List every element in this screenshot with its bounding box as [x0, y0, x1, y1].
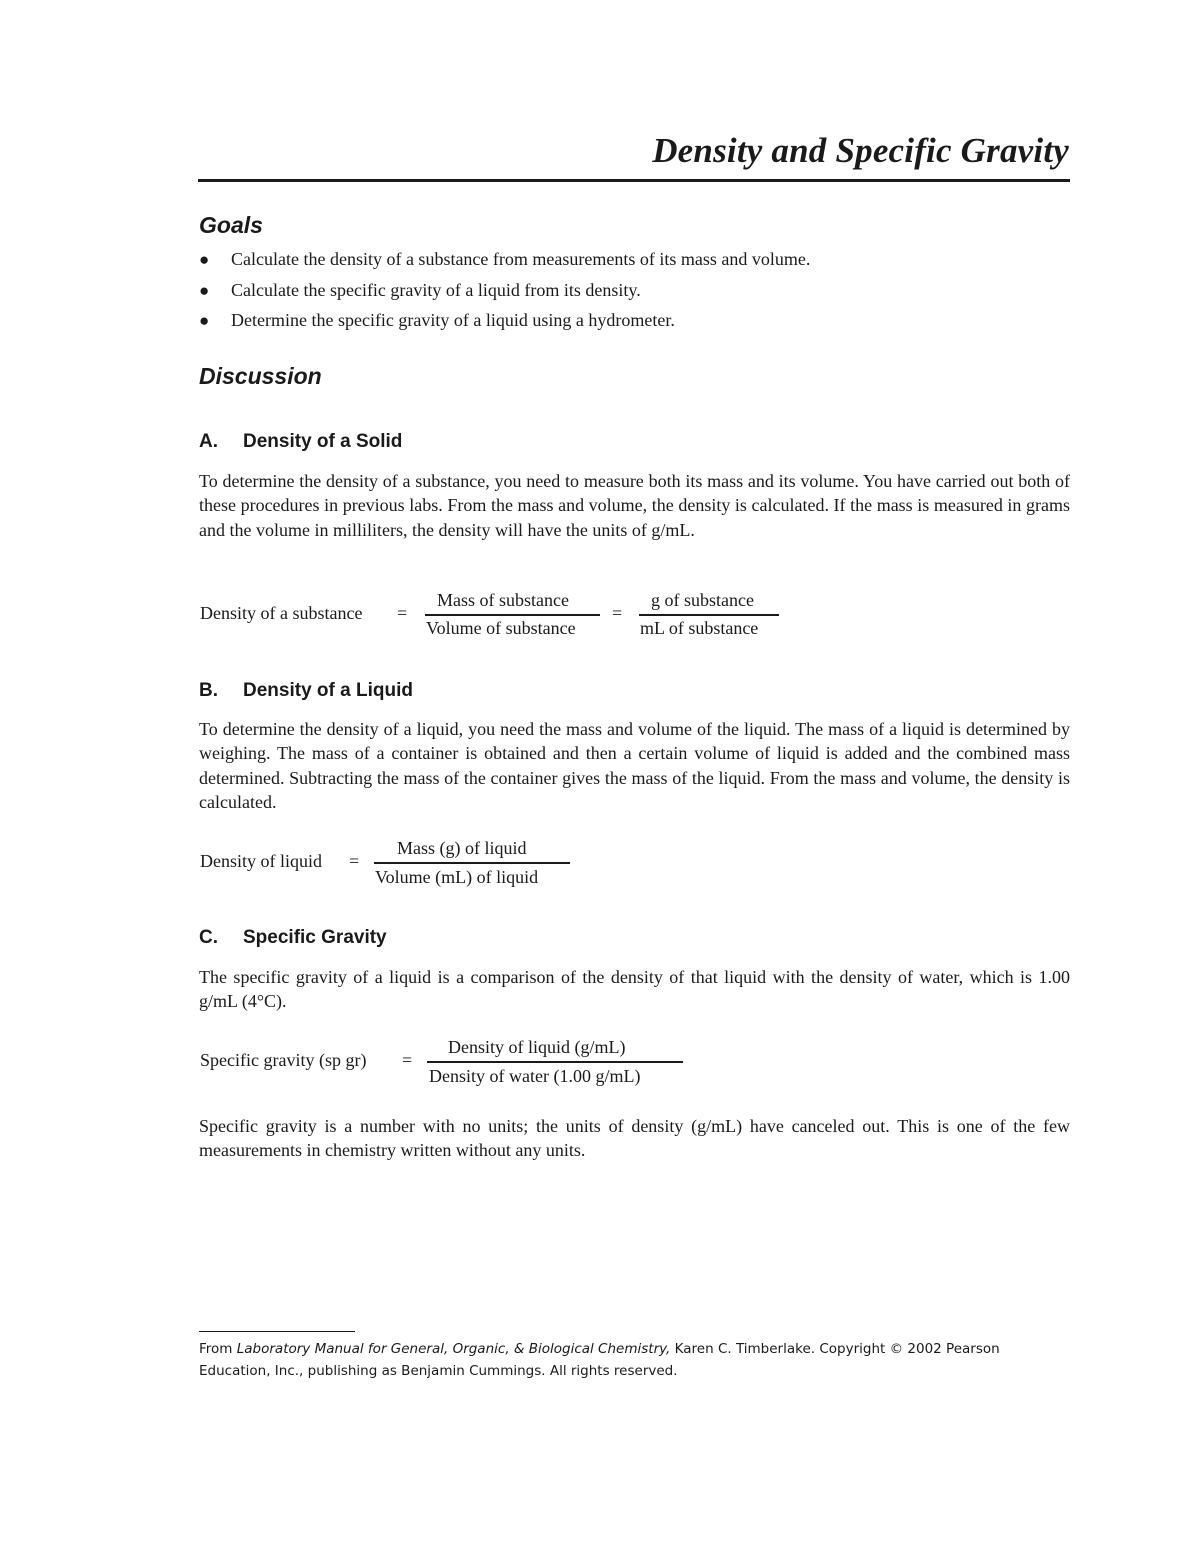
section-c-paragraph-after: Specific gravity is a number with no units; the units of density (g/mL) have canceled out. This is one of the few measurements in chemistry written without any units. — [199, 1116, 1070, 1161]
equation-density-substance — [199, 588, 799, 644]
footnote: From Laboratory Manual for General, Organic, & Biological Chemistry, Karen C. Timberlake. Copyright © 2002 Pearson Education, Inc., publishing as Benjamin Cummings. All rights reserved. — [199, 1341, 1000, 1379]
equals-sign: = — [402, 1050, 413, 1070]
fraction-numerator: Mass (g) of liquid — [397, 838, 527, 858]
fraction-bar — [427, 1061, 683, 1063]
equation-specific-gravity — [199, 1036, 719, 1092]
section-c-paragraph: The specific gravity of a liquid is a comparison of the density of that liquid with the density of water, which is 1.00 g/mL (4°C). — [199, 967, 1070, 1012]
section-b-paragraph: To determine the density of a liquid, you need the mass and volume of the liquid. The mass of a liquid is determined by weighing. The mass of a container is obtained and then a certain volume of liquid is added and the combined mass determined. Subtracting the mass of the container gives the mass of the liquid. From the mass and volume, the density is calculated. — [199, 719, 1070, 812]
fraction-denominator: Volume of substance — [426, 618, 576, 638]
fraction-bar — [374, 862, 570, 864]
fraction-bar — [639, 614, 779, 616]
equals-sign: = — [349, 851, 360, 871]
fraction-numerator: g of substance — [651, 590, 754, 610]
fraction-numerator: Density of liquid (g/mL) — [448, 1037, 626, 1057]
footnote-book-title: Laboratory Manual for General, Organic, & Biological Chemistry, — [236, 1341, 671, 1357]
fraction-denominator: mL of substance — [640, 618, 759, 638]
fraction-bar — [425, 614, 600, 616]
equation-lhs: Density of a substance — [200, 603, 363, 623]
equation-lhs: Density of liquid — [200, 851, 322, 871]
equation-density-liquid — [199, 836, 619, 892]
bullet-icon: ● — [199, 281, 210, 300]
equals-sign: = — [397, 603, 408, 623]
goals-heading: Goals — [199, 212, 263, 238]
bullet-icon: ● — [199, 250, 210, 269]
discussion-heading: Discussion — [199, 363, 322, 389]
fraction-numerator: Mass of substance — [437, 590, 569, 610]
section-a-paragraph: To determine the density of a substance, you need to measure both its mass and its volume. You have carried out both of these procedures in previous labs. From the mass and volume, the density is calculated. If the mass is measured in grams and the volume in milliliters, the density will have the units of g/mL. — [199, 471, 1070, 540]
fraction-denominator: Volume (mL) of liquid — [375, 867, 539, 887]
footnote-rule — [199, 1331, 355, 1332]
fraction-denominator: Density of water (1.00 g/mL) — [429, 1066, 641, 1086]
bullet-icon: ● — [199, 311, 210, 330]
equation-lhs: Specific gravity (sp gr) — [200, 1050, 367, 1070]
equals-sign: = — [612, 603, 623, 623]
title-rule — [198, 179, 1070, 182]
page-title: Density and Specific Gravity — [652, 131, 1069, 170]
